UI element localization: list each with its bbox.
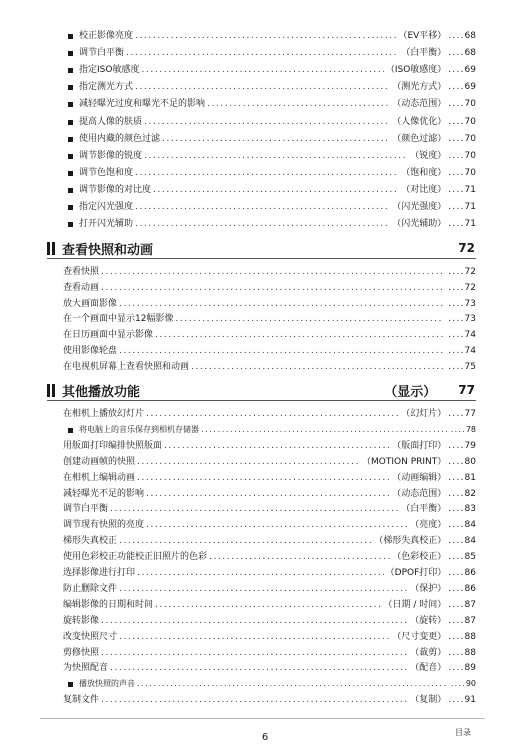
- toc-entry-label: 剪修快照: [63, 647, 100, 658]
- toc-entry-page: 88: [464, 647, 476, 658]
- bullet-square-icon: [68, 222, 73, 227]
- bullet-square-icon: [68, 428, 73, 433]
- toc-entry[interactable]: [68, 114, 476, 128]
- toc-entry-label: 在日历画面中显示影像: [63, 330, 154, 341]
- bullet-square-icon: [68, 137, 73, 142]
- section-header-playback: [47, 381, 475, 399]
- dot-leader: [101, 615, 408, 627]
- dot-leader: [201, 424, 447, 436]
- toc-entry[interactable]: [63, 311, 476, 325]
- toc-entry-page: 88: [464, 631, 476, 642]
- dot-leader: [119, 535, 372, 547]
- toc-entry[interactable]: [68, 96, 476, 110]
- toc-entry-ref: （尺寸变更）: [392, 631, 447, 642]
- dot-leader: [146, 408, 399, 420]
- toc-entry-label: 复制文件: [63, 695, 100, 706]
- toc-entry-page: 74: [464, 330, 476, 341]
- toc-entry-page: 70: [464, 150, 476, 161]
- toc-entry[interactable]: [68, 165, 476, 179]
- bullet-square-icon: [68, 120, 73, 125]
- bullet-square-icon: [68, 682, 73, 687]
- toc-entry-ref: （旋转）: [410, 615, 447, 626]
- toc-entry[interactable]: [63, 470, 476, 484]
- toc-entry[interactable]: [68, 676, 476, 690]
- toc-entry-page: 72: [464, 267, 476, 277]
- footer-page-number: 6: [261, 732, 269, 743]
- toc-entry-ref: （颜色过滤）: [392, 133, 447, 144]
- footer-label: 目录: [455, 728, 471, 737]
- toc-entry-ref: （对比度）: [401, 184, 447, 195]
- dot-leader: [144, 150, 408, 162]
- dot-leader: [137, 456, 360, 468]
- toc-entry[interactable]: [63, 517, 476, 531]
- toc-entry-ref: （测光方式）: [392, 82, 447, 93]
- toc-entry[interactable]: [68, 182, 476, 196]
- toc-entry-label: 指定ISO敏感度: [79, 65, 140, 76]
- toc-entry-page: 84: [464, 536, 476, 547]
- dot-leader-short: ....: [448, 99, 465, 110]
- toc-entry[interactable]: [68, 28, 476, 42]
- toc-entry-label: 旋转影像: [63, 615, 100, 626]
- toc-entry-page: 68: [464, 48, 476, 59]
- toc-entry[interactable]: [68, 199, 476, 213]
- dot-leader: [135, 218, 390, 230]
- toc-entry-page: 70: [464, 116, 476, 127]
- dot-leader-short: ....: [448, 202, 465, 212]
- dot-leader: [164, 440, 390, 452]
- dot-leader-short: ....: [448, 520, 465, 531]
- toc-entry-page: 80: [464, 456, 476, 467]
- dot-leader-short: ....: [448, 409, 465, 419]
- toc-entry-ref: （保护）: [410, 583, 447, 594]
- toc-entry-ref: （日期 / 时间）: [383, 599, 447, 610]
- dot-leader: [155, 329, 444, 341]
- toc-entry-label: 调节色饱和度: [79, 167, 134, 178]
- toc-entry[interactable]: [68, 79, 476, 93]
- toc-entry-label: 编辑影像的日期和时间: [63, 599, 154, 610]
- toc-entry-label: 调节现有快照的亮度: [63, 520, 145, 531]
- toc-entry-page: 70: [464, 167, 476, 178]
- dot-leader: [162, 133, 390, 145]
- dot-leader-short: ....: [448, 65, 465, 76]
- toc-entry-page: 85: [464, 552, 476, 563]
- bullet-square-icon: [68, 85, 73, 90]
- dot-leader-short: ....: [448, 346, 465, 356]
- toc-entry[interactable]: [63, 597, 476, 611]
- toc-entry-page: 73: [464, 298, 476, 309]
- toc-entry[interactable]: [63, 565, 476, 579]
- dot-leader: [137, 472, 390, 484]
- dot-leader: [119, 298, 444, 310]
- toc-entry[interactable]: [63, 264, 476, 278]
- toc-entry-label: 改变快照尺寸: [63, 631, 118, 642]
- toc-entry[interactable]: [63, 549, 476, 563]
- toc-entry-label: 打开闪光辅助: [79, 219, 134, 230]
- toc-entry-label: 在相机上播放幻灯片: [63, 409, 145, 419]
- dot-leader-short: ....: [448, 599, 465, 610]
- section-page-number: 77: [458, 383, 475, 397]
- toc-entry-ref: （锐度）: [410, 150, 447, 161]
- toc-entry[interactable]: [63, 660, 476, 674]
- section-header-view: [47, 239, 475, 257]
- bullet-square-icon: [68, 51, 73, 56]
- dot-leader: [110, 662, 408, 674]
- toc-entry-page: 82: [464, 488, 476, 499]
- toc-entry[interactable]: [68, 131, 476, 145]
- toc-entry[interactable]: [63, 501, 476, 515]
- toc-entry-label: 使用影像轮盘: [63, 346, 118, 356]
- toc-entry[interactable]: [63, 629, 476, 643]
- dot-leader: [101, 647, 408, 659]
- toc-entry[interactable]: [63, 581, 476, 595]
- dot-leader: [101, 694, 408, 706]
- toc-entry-ref: （动态范围）: [392, 99, 447, 110]
- dot-leader-short: ....: [448, 536, 465, 547]
- toc-entry-ref: （白平衡）: [401, 48, 447, 59]
- toc-entry-ref: （动态范围）: [392, 488, 447, 499]
- bullet-square-icon: [68, 154, 73, 159]
- dot-leader-short: ....: [448, 314, 465, 325]
- toc-entry-page: 72: [464, 282, 476, 293]
- dot-leader: [119, 631, 390, 643]
- toc-entry-label: 使用色彩校正功能校正旧照片的色彩: [63, 552, 208, 563]
- toc-entry-ref: （EV平移）: [398, 31, 447, 41]
- toc-entry-label: 指定闪光强度: [79, 202, 134, 212]
- dot-leader: [135, 201, 390, 213]
- toc-entry-label: 选择影像进行打印: [63, 568, 136, 578]
- toc-entry-label: 调节白平衡: [79, 48, 125, 59]
- toc-entry-label: 减轻曝光不足的影响: [63, 488, 145, 499]
- dot-leader-short: ....: [448, 133, 465, 144]
- toc-entry[interactable]: [68, 216, 476, 230]
- toc-entry-label: 查看快照: [63, 267, 100, 277]
- toc-entry[interactable]: [68, 148, 476, 162]
- toc-entry-label: 校正影像亮度: [79, 31, 134, 41]
- toc-entry-page: 86: [464, 583, 476, 594]
- dot-leader-short: ....: [448, 330, 465, 341]
- toc-entry-label: 用版面打印编排快照版面: [63, 440, 163, 451]
- dot-leader-short: ....: [448, 167, 465, 178]
- toc-entry[interactable]: [63, 613, 476, 627]
- dot-leader: [155, 599, 382, 611]
- dot-leader: [175, 313, 444, 325]
- toc-entry-ref: （人像优化）: [392, 116, 447, 127]
- bullet-square-icon: [68, 102, 73, 107]
- toc-entry-ref: （亮度）: [410, 520, 447, 531]
- toc-entry-label: 调节白平衡: [63, 504, 109, 515]
- dot-leader: [146, 519, 408, 531]
- dot-leader: [101, 266, 444, 278]
- toc-entry-label: 防止删除文件: [63, 583, 118, 594]
- toc-entry-page: 77: [464, 409, 476, 419]
- toc-entry-label: 为快照配音: [63, 663, 109, 674]
- dot-leader: [119, 583, 408, 595]
- toc-entry[interactable]: [63, 645, 476, 659]
- dot-leader: [135, 81, 390, 93]
- toc-entry-label: 指定测光方式: [79, 82, 134, 93]
- toc-entry[interactable]: [68, 62, 476, 76]
- dot-leader: [209, 551, 390, 563]
- toc-entry-label: 使用内藏的颜色过滤: [79, 133, 161, 144]
- toc-entry-label: 减轻曝光过度和曝光不足的影响: [79, 99, 206, 110]
- toc-entry-page: 70: [464, 133, 476, 144]
- bullet-square-icon: [68, 205, 73, 210]
- toc-entry-page: 83: [464, 504, 476, 515]
- dot-leader-short: ....: [448, 116, 465, 127]
- toc-entry-page: 84: [464, 520, 476, 531]
- dot-leader: [110, 503, 399, 515]
- dot-leader-short: ....: [448, 298, 465, 309]
- toc-entry-page: 74: [464, 346, 476, 356]
- toc-entry[interactable]: [63, 692, 476, 706]
- toc-entry-ref: （梯形失真校正）: [374, 536, 447, 547]
- dot-leader-short: ....: [448, 440, 465, 451]
- toc-entry-page: 90: [465, 679, 476, 689]
- dot-leader-short: ....: [450, 679, 466, 689]
- toc-entry-page: 91: [464, 695, 476, 706]
- toc-entry-page: 73: [464, 314, 476, 325]
- dot-leader-short: ....: [448, 48, 465, 59]
- bullet-square-icon: [68, 188, 73, 193]
- dot-leader-short: ....: [448, 150, 465, 161]
- toc-entry-page: 87: [464, 615, 476, 626]
- dot-leader: [141, 64, 383, 76]
- dot-leader-short: ....: [448, 282, 465, 293]
- toc-entry-page: 69: [464, 82, 476, 93]
- toc-entry-ref: （白平衡）: [401, 504, 447, 515]
- toc-entry-ref: （配音）: [410, 663, 447, 674]
- dot-leader: [146, 488, 390, 500]
- dot-leader-short: ....: [448, 663, 465, 674]
- toc-entry-label: 提高人像的肤质: [79, 116, 143, 127]
- toc-entry-page: 71: [464, 219, 476, 230]
- toc-entry-page: 78: [465, 424, 476, 434]
- dot-leader-short: ....: [448, 472, 465, 483]
- dot-leader-short: ....: [448, 583, 465, 594]
- dot-leader: [137, 567, 384, 579]
- dot-leader-short: ....: [450, 424, 466, 434]
- toc-entry[interactable]: [63, 296, 476, 310]
- toc-entry-label: 放大画面影像: [63, 298, 118, 309]
- dot-leader: [153, 184, 399, 196]
- toc-entry-page: 79: [464, 440, 476, 451]
- dot-leader-short: ....: [448, 615, 465, 626]
- toc-entry-ref: （MOTION PRINT）: [362, 456, 447, 467]
- toc-entry-label: 查看动画: [63, 282, 100, 293]
- toc-entry-page: 86: [464, 568, 476, 578]
- toc-entry-label: 在电视机屏幕上查看快照和动画: [63, 361, 190, 372]
- toc-entry-page: 81: [464, 472, 476, 483]
- section-marker-icon: [47, 242, 55, 255]
- toc-entry-ref: （版面打印）: [392, 440, 447, 451]
- dot-leader-short: ....: [448, 504, 465, 515]
- toc-entry[interactable]: [63, 343, 476, 357]
- toc-entry-ref: （复制）: [410, 695, 447, 706]
- section-divider: [47, 400, 476, 401]
- dot-leader: [101, 282, 444, 294]
- toc-entry-ref: （闪光辅助）: [392, 219, 447, 230]
- dot-leader-short: ....: [448, 488, 465, 499]
- toc-entry[interactable]: [63, 533, 476, 547]
- section-title: 查看快照和动画: [62, 242, 154, 258]
- toc-entry-ref: （饱和度）: [401, 167, 447, 178]
- toc-entry-ref: （DPOF打印）: [385, 568, 447, 578]
- toc-entry[interactable]: [63, 280, 476, 294]
- toc-entry-label: 在相机上编辑动画: [63, 472, 136, 483]
- dot-leader-short: ....: [448, 552, 465, 563]
- section-divider: [47, 258, 476, 259]
- toc-entry-ref: （动画编辑）: [392, 472, 447, 483]
- dot-leader: [137, 678, 447, 690]
- dot-leader-short: ....: [448, 184, 465, 195]
- section-title: 其他播放功能: [62, 384, 141, 400]
- dot-leader-short: ....: [448, 568, 465, 578]
- toc-entry-label: 将电脑上的音乐保存到相机存储器: [79, 424, 199, 434]
- toc-entry[interactable]: [63, 327, 476, 341]
- dot-leader-short: ....: [448, 267, 465, 277]
- toc-entry[interactable]: [63, 359, 476, 373]
- toc-entry[interactable]: [63, 406, 476, 420]
- section-page-number: 72: [458, 241, 475, 255]
- footer-divider: [40, 718, 485, 719]
- dot-leader: [135, 30, 396, 42]
- dot-leader-short: ....: [448, 31, 465, 41]
- toc-entry-label: 在一个画面中显示12幅影像: [63, 314, 174, 325]
- dot-leader: [191, 361, 444, 373]
- toc-entry[interactable]: [63, 454, 476, 468]
- toc-entry-label: 梯形失真校正: [63, 536, 118, 547]
- toc-entry-page: 87: [464, 599, 476, 610]
- toc-entry-ref: （色彩校正）: [392, 552, 447, 563]
- toc-entry-ref: （闪光强度）: [392, 202, 447, 212]
- toc-entry-page: 70: [464, 99, 476, 110]
- toc-entry[interactable]: [68, 422, 476, 436]
- toc-entry[interactable]: [63, 438, 476, 452]
- toc-entry-page: 71: [464, 202, 476, 212]
- dot-leader-short: ....: [448, 647, 465, 658]
- toc-entry-label: 创建动画帧的快照: [63, 456, 136, 467]
- toc-entry-label: 调节影像的对比度: [79, 184, 152, 195]
- dot-leader: [119, 345, 444, 357]
- dot-leader-short: ....: [448, 631, 465, 642]
- dot-leader: [126, 47, 399, 59]
- bullet-square-icon: [68, 34, 73, 39]
- section-marker-icon: [47, 384, 55, 397]
- bullet-square-icon: [68, 171, 73, 176]
- toc-entry-ref: （ISO敏感度）: [385, 65, 447, 76]
- dot-leader-short: ....: [448, 456, 465, 467]
- toc-entry-page: 89: [464, 663, 476, 674]
- toc-entry[interactable]: [63, 486, 476, 500]
- toc-entry-ref: （裁剪）: [410, 647, 447, 658]
- toc-entry-page: 68: [464, 31, 476, 41]
- toc-entry[interactable]: [68, 45, 476, 59]
- dot-leader-short: ....: [448, 82, 465, 93]
- dot-leader-short: ....: [448, 361, 465, 372]
- toc-entry-page: 69: [464, 65, 476, 76]
- dot-leader: [207, 98, 390, 110]
- toc-entry-label: 播放快照的声音: [79, 679, 135, 689]
- toc-entry-page: 75: [464, 361, 476, 372]
- dot-leader: [144, 116, 390, 128]
- section-tag: （显示）: [384, 384, 437, 400]
- dot-leader: [135, 167, 399, 179]
- dot-leader-short: ....: [448, 219, 465, 230]
- toc-entry-label: 调节影像的锐度: [79, 150, 143, 161]
- dot-leader-short: ....: [448, 695, 465, 706]
- toc-entry-page: 71: [464, 184, 476, 195]
- bullet-square-icon: [68, 68, 73, 73]
- toc-entry-ref: （幻灯片）: [401, 409, 447, 419]
